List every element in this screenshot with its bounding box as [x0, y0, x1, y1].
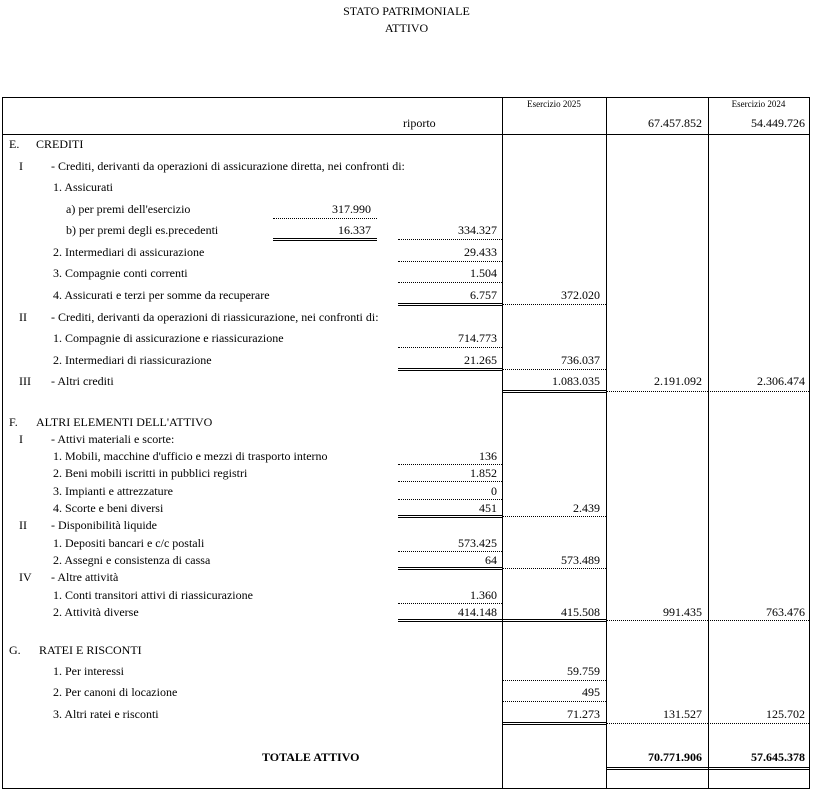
e-ii-compagnie-value: 714.773 — [458, 331, 497, 345]
e-iii-label: - Altri crediti — [51, 374, 114, 388]
f-i-beni-value: 1.852 — [470, 466, 497, 480]
f-i-beni-label: 2. Beni mobili iscritti in pubblici registri — [53, 466, 248, 480]
f-ii-roman: II — [19, 518, 27, 532]
f-ii-assegni-value: 64 — [485, 553, 497, 567]
underline — [502, 516, 606, 517]
riporto-current: 67.457.852 — [648, 116, 702, 130]
e-i-assicurati-total: 334.327 — [458, 223, 497, 237]
totale-attivo-previous: 57.645.378 — [751, 750, 805, 764]
e-i-premi-precedenti-label: b) per premi degli es.precedenti — [66, 223, 219, 237]
table-right-border — [809, 97, 810, 789]
underline — [398, 464, 502, 465]
underline — [606, 391, 708, 392]
underline — [502, 680, 606, 681]
underline — [398, 603, 502, 604]
e-iii-roman: III — [19, 374, 31, 388]
underline — [398, 567, 502, 570]
section-f-title: ALTRI ELEMENTI DELL'ATTIVO — [36, 415, 213, 429]
header-separator — [2, 134, 810, 135]
underline — [606, 767, 708, 770]
e-ii-intermediari-value: 21.265 — [464, 353, 497, 367]
e-i-intermediari-label: 2. Intermediari di assicurazione — [53, 245, 205, 259]
f-total-previous: 763.476 — [766, 605, 805, 619]
underline — [398, 619, 502, 622]
underline — [273, 218, 377, 219]
e-ii-intermediari-label: 2. Intermediari di riassicurazione — [53, 353, 212, 367]
e-i-compagnie-value: 1.504 — [470, 266, 497, 280]
f-iv-total: 415.508 — [561, 605, 600, 619]
underline — [502, 701, 606, 702]
g-interessi-value: 59.759 — [567, 664, 600, 678]
g-total-current: 131.527 — [663, 707, 702, 721]
totale-attivo-label: TOTALE ATTIVO — [262, 750, 360, 764]
f-total-current: 991.435 — [663, 605, 702, 619]
e-ii-compagnie-label: 1. Compagnie di assicurazione e riassicurazione — [53, 331, 284, 345]
g-interessi-label: 1. Per interessi — [53, 664, 124, 678]
underline — [708, 767, 809, 770]
f-ii-assegni-label: 2. Assegni e consistenza di cassa — [53, 553, 211, 567]
e-total-previous: 2.306.474 — [757, 374, 805, 388]
underline — [398, 303, 502, 306]
table-left-border — [2, 97, 3, 789]
e-i-assicurati-label: 1. Assicurati — [53, 180, 113, 194]
header-esercizio-2025: Esercizio 2025 — [527, 99, 581, 109]
underline — [398, 515, 502, 518]
page-title: STATO PATRIMONIALE — [343, 4, 470, 18]
e-i-premi-esercizio-label: a) per premi dell'esercizio — [66, 202, 191, 216]
f-ii-total: 573.489 — [561, 553, 600, 567]
f-iv-diverse-label: 2. Attività diverse — [53, 605, 139, 619]
f-i-impianti-label: 3. Impianti e attrezzature — [53, 484, 173, 498]
f-iv-label: - Altre attività — [51, 570, 119, 584]
underline — [273, 238, 377, 241]
e-i-compagnie-label: 3. Compagnie conti correnti — [53, 266, 188, 280]
g-altri-label: 3. Altri ratei e risconti — [53, 707, 159, 721]
underline — [398, 347, 502, 348]
e-i-roman: I — [19, 159, 23, 173]
table-top-border — [2, 97, 810, 98]
underline — [398, 368, 502, 371]
underline — [398, 551, 502, 552]
section-g-code: G. — [9, 643, 21, 657]
f-i-roman: I — [19, 432, 23, 446]
e-i-total: 372.020 — [561, 288, 600, 302]
underline — [398, 261, 502, 262]
e-ii-label: - Crediti, derivanti da operazioni di riassicurazione, nei confronti di: — [51, 310, 379, 324]
riporto-previous: 54.449.726 — [751, 116, 805, 130]
underline — [398, 282, 502, 283]
f-i-scorte-label: 4. Scorte e beni diversi — [53, 501, 164, 515]
underline — [502, 568, 606, 569]
f-i-mobili-label: 1. Mobili, macchine d'ufficio e mezzi di trasporto interno — [53, 449, 328, 463]
e-ii-roman: II — [19, 310, 27, 324]
underline — [502, 369, 606, 370]
e-ii-total: 736.037 — [561, 353, 600, 367]
header-esercizio-2024: Esercizio 2024 — [731, 99, 786, 109]
underline — [398, 499, 502, 500]
underline — [606, 723, 708, 724]
section-e-title: CREDITI — [36, 137, 84, 151]
underline — [708, 620, 809, 621]
underline — [398, 481, 502, 482]
underline — [502, 304, 606, 305]
f-ii-depositi-value: 573.425 — [458, 536, 497, 550]
f-i-mobili-value: 136 — [479, 449, 497, 463]
g-altri-value: 71.273 — [567, 707, 600, 721]
f-i-total: 2.439 — [573, 501, 600, 515]
e-iii-value: 1.083.035 — [552, 374, 600, 388]
f-ii-depositi-label: 1. Depositi bancari e c/c postali — [53, 536, 205, 550]
riporto-label: riporto — [403, 116, 436, 130]
column-divider-2 — [606, 97, 607, 789]
underline — [708, 723, 809, 724]
f-iv-roman: IV — [19, 570, 32, 584]
section-g-title: RATEI E RISCONTI — [39, 643, 142, 657]
underline — [502, 722, 606, 725]
e-i-recuperare-label: 4. Assicurati e terzi per somme da recuperare — [53, 288, 270, 302]
g-total-previous: 125.702 — [766, 707, 805, 721]
underline — [398, 239, 502, 240]
section-f-code: F. — [9, 415, 18, 429]
g-canoni-value: 495 — [582, 685, 600, 699]
e-i-premi-esercizio-value: 317.990 — [332, 202, 371, 216]
f-iv-conti-label: 1. Conti transitori attivi di riassicurazione — [53, 588, 253, 602]
f-i-impianti-value: 0 — [491, 484, 497, 498]
e-i-recuperare-value: 6.757 — [470, 288, 497, 302]
underline — [502, 390, 606, 393]
section-e-code: E. — [9, 137, 20, 151]
table-bottom-border — [2, 788, 810, 789]
f-i-scorte-value: 451 — [479, 501, 497, 515]
e-i-label: - Crediti, derivanti da operazioni di assicurazione diretta, nei confronti di: — [51, 159, 405, 173]
f-i-label: - Attivi materiali e scorte: — [51, 432, 175, 446]
totale-attivo-current: 70.771.906 — [648, 750, 702, 764]
e-total-current: 2.191.092 — [654, 374, 702, 388]
underline — [502, 619, 606, 622]
underline — [708, 391, 809, 392]
column-divider-3 — [708, 97, 709, 789]
f-iv-conti-value: 1.360 — [470, 588, 497, 602]
underline — [606, 620, 708, 621]
f-ii-label: - Disponibilità liquide — [51, 518, 157, 532]
e-i-intermediari-value: 29.433 — [464, 245, 497, 259]
g-canoni-label: 2. Per canoni di locazione — [53, 685, 178, 699]
page-subtitle: ATTIVO — [384, 21, 429, 35]
e-i-premi-precedenti-value: 16.337 — [338, 223, 371, 237]
f-iv-diverse-value: 414.148 — [458, 605, 497, 619]
